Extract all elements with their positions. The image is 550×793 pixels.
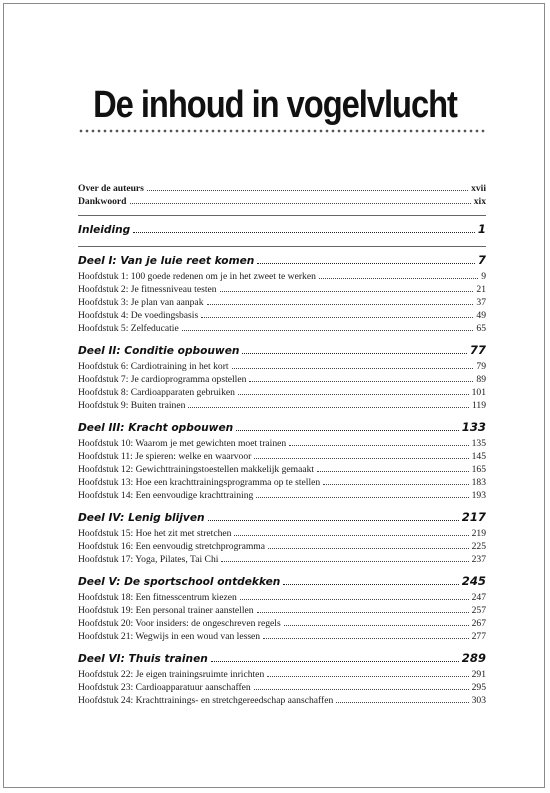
toc-chapter-entry[interactable] (78, 682, 486, 695)
entry-page: 79 (476, 361, 486, 372)
entry-page: 193 (471, 490, 486, 501)
dot-leader (267, 676, 468, 677)
entry-label: Hoofdstuk 23: Cardioapparatuur aanschaffen (78, 682, 251, 693)
dot-leader (207, 304, 474, 305)
toc-chapter-entry[interactable] (78, 541, 486, 554)
entry-label: Hoofdstuk 13: Hoe een krachttrainingsprogramma op te stellen (78, 477, 321, 488)
entry-label: Deel I: Van je luie reet komen (78, 255, 255, 267)
title-dotted-rule (78, 129, 486, 133)
part-section (78, 574, 486, 644)
entry-label: Hoofdstuk 19: Een personal trainer aanstellen (78, 605, 254, 616)
dot-leader (232, 368, 474, 369)
table-of-contents (78, 183, 486, 708)
entry-label: Deel III: Kracht opbouwen (78, 422, 234, 434)
entry-label: Hoofdstuk 16: Een eenvoudig stretchprogramma (78, 541, 266, 552)
entry-label: Dankwoord (78, 196, 127, 207)
part-section (78, 420, 486, 503)
dot-leader (257, 263, 475, 264)
toc-chapter-entry[interactable] (78, 361, 486, 374)
toc-chapter-entry[interactable] (78, 323, 486, 336)
dot-leader (236, 430, 459, 431)
toc-part-heading[interactable] (78, 651, 486, 669)
entry-page: 219 (471, 528, 486, 539)
entry-page: 237 (471, 554, 486, 565)
entry-page: 21 (476, 284, 486, 295)
entry-page: 257 (471, 605, 486, 616)
entry-label: Inleiding (78, 224, 131, 236)
dot-leader (254, 689, 469, 690)
toc-part-heading[interactable] (78, 343, 486, 361)
entry-page: 77 (469, 343, 486, 357)
dot-leader (234, 535, 468, 536)
entry-page: 49 (476, 310, 486, 321)
entry-label: Hoofdstuk 17: Yoga, Pilates, Tai Chi (78, 554, 219, 565)
dot-leader (221, 561, 468, 562)
entry-label: Deel VI: Thuis trainen (78, 653, 208, 665)
parts-list (78, 253, 486, 708)
dot-leader (249, 381, 473, 382)
entry-page: 133 (461, 420, 486, 434)
entry-label: Hoofdstuk 10: Waarom je met gewichten moet trainen (78, 438, 287, 449)
entry-label: Hoofdstuk 8: Cardioapparaten gebruiken (78, 387, 235, 398)
dot-leader (283, 584, 458, 585)
dot-leader (242, 353, 466, 354)
dot-leader (208, 520, 459, 521)
dot-leader (147, 190, 468, 191)
part-section (78, 253, 486, 336)
toc-entry-authors[interactable] (78, 183, 486, 196)
entry-page: xix (473, 196, 486, 207)
entry-page: 119 (471, 400, 486, 411)
entry-page: 165 (471, 464, 486, 475)
entry-label: Hoofdstuk 18: Een fitnesscentrum kiezen (78, 592, 237, 603)
toc-chapter-entry[interactable] (78, 310, 486, 323)
entry-label: Hoofdstuk 11: Je spieren: welke en waarvoor (78, 451, 252, 462)
toc-part-heading[interactable] (78, 510, 486, 528)
dot-leader (220, 291, 474, 292)
entry-page: 65 (476, 323, 486, 334)
entry-page: 145 (471, 451, 486, 462)
dot-leader (201, 317, 473, 318)
divider (78, 215, 486, 216)
dot-leader (182, 330, 474, 331)
part-section (78, 651, 486, 708)
dot-leader (256, 497, 468, 498)
toc-chapter-entry[interactable] (78, 297, 486, 310)
entry-label: Hoofdstuk 7: Je cardioprogramma opstellen (78, 374, 247, 385)
entry-page: 101 (471, 387, 486, 398)
toc-chapter-entry[interactable] (78, 374, 486, 387)
entry-label: Hoofdstuk 20: Voor insiders: de ongeschreven regels (78, 618, 281, 629)
part-section (78, 343, 486, 413)
dot-leader (289, 445, 468, 446)
toc-chapter-entry[interactable] (78, 451, 486, 464)
toc-chapter-entry[interactable] (78, 592, 486, 605)
toc-entry-acknowledgements[interactable] (78, 196, 486, 209)
dot-leader (336, 702, 468, 703)
toc-chapter-entry[interactable] (78, 669, 486, 682)
entry-label: Hoofdstuk 24: Krachttrainings- en stretchgereedschap aanschaffen (78, 695, 334, 706)
dot-leader (257, 612, 469, 613)
toc-chapter-entry[interactable] (78, 605, 486, 618)
toc-part-heading[interactable] (78, 253, 486, 271)
entry-label: Hoofdstuk 14: Een eenvoudige krachttraining (78, 490, 254, 501)
toc-chapter-entry[interactable] (78, 695, 486, 708)
toc-chapter-entry[interactable] (78, 618, 486, 631)
toc-chapter-entry[interactable] (78, 554, 486, 567)
entry-page: 277 (471, 631, 486, 642)
entry-page: 245 (461, 574, 486, 588)
entry-page: 247 (471, 592, 486, 603)
entry-page: 217 (461, 510, 486, 524)
toc-chapter-entry[interactable] (78, 464, 486, 477)
dot-leader (317, 471, 469, 472)
dot-leader (323, 484, 468, 485)
entry-page: 267 (471, 618, 486, 629)
entry-page: 291 (471, 669, 486, 680)
entry-label: Deel II: Conditie opbouwen (78, 345, 240, 357)
entry-label: Hoofdstuk 5: Zelfeducatie (78, 323, 179, 334)
toc-chapter-entry[interactable] (78, 438, 486, 451)
dot-leader (284, 625, 469, 626)
entry-page: 9 (481, 271, 486, 282)
entry-label: Hoofdstuk 4: De voedingsbasis (78, 310, 199, 321)
entry-page: 1 (477, 222, 486, 236)
dot-leader (254, 458, 468, 459)
toc-chapter-entry[interactable] (78, 490, 486, 503)
toc-part-heading[interactable] (78, 574, 486, 592)
entry-label: Hoofdstuk 22: Je eigen trainingsruimte inrichten (78, 669, 265, 680)
entry-label: Hoofdstuk 9: Buiten trainen (78, 400, 186, 411)
toc-chapter-entry[interactable] (78, 271, 486, 284)
toc-chapter-entry[interactable] (78, 631, 486, 644)
entry-label: Hoofdstuk 3: Je plan van aanpak (78, 297, 204, 308)
dot-leader (133, 232, 475, 233)
entry-page: 225 (471, 541, 486, 552)
entry-page: 303 (471, 695, 486, 706)
toc-chapter-entry[interactable] (78, 528, 486, 541)
page-title: De inhoud in vogelvlucht (93, 84, 457, 126)
part-section (78, 510, 486, 567)
entry-page: xvii (471, 183, 486, 194)
entry-label: Deel V: De sportschool ontdekken (78, 576, 281, 588)
toc-chapter-entry[interactable] (78, 387, 486, 400)
toc-chapter-entry[interactable] (78, 284, 486, 297)
entry-label: Over de auteurs (78, 183, 144, 194)
dot-leader (263, 638, 469, 639)
entry-label: Hoofdstuk 15: Hoe het zit met stretchen (78, 528, 232, 539)
entry-label: Hoofdstuk 1: 100 goede redenen om je in het zweet te werken (78, 271, 316, 282)
toc-entry-introduction[interactable] (78, 222, 486, 240)
dot-leader (211, 661, 459, 662)
dot-leader (240, 599, 469, 600)
entry-page: 89 (476, 374, 486, 385)
dot-leader (130, 203, 471, 204)
entry-page: 295 (471, 682, 486, 693)
entry-label: Hoofdstuk 6: Cardiotraining in het kort (78, 361, 229, 372)
entry-page: 135 (471, 438, 486, 449)
dot-leader (188, 407, 469, 408)
dot-leader (319, 278, 478, 279)
entry-label: Deel IV: Lenig blijven (78, 512, 205, 524)
toc-part-heading[interactable] (78, 420, 486, 438)
entry-label: Hoofdstuk 2: Je fitnessniveau testen (78, 284, 217, 295)
toc-chapter-entry[interactable] (78, 477, 486, 490)
entry-page: 183 (471, 477, 486, 488)
dot-leader (238, 394, 469, 395)
entry-page: 37 (476, 297, 486, 308)
divider (78, 246, 486, 247)
dot-leader (268, 548, 469, 549)
entry-label: Hoofdstuk 12: Gewichttrainingstoestellen makkelijk gemaakt (78, 464, 315, 475)
entry-page: 289 (461, 651, 486, 665)
toc-chapter-entry[interactable] (78, 400, 486, 413)
entry-label: Hoofdstuk 21: Wegwijs in een woud van lessen (78, 631, 261, 642)
entry-page: 7 (477, 253, 486, 267)
